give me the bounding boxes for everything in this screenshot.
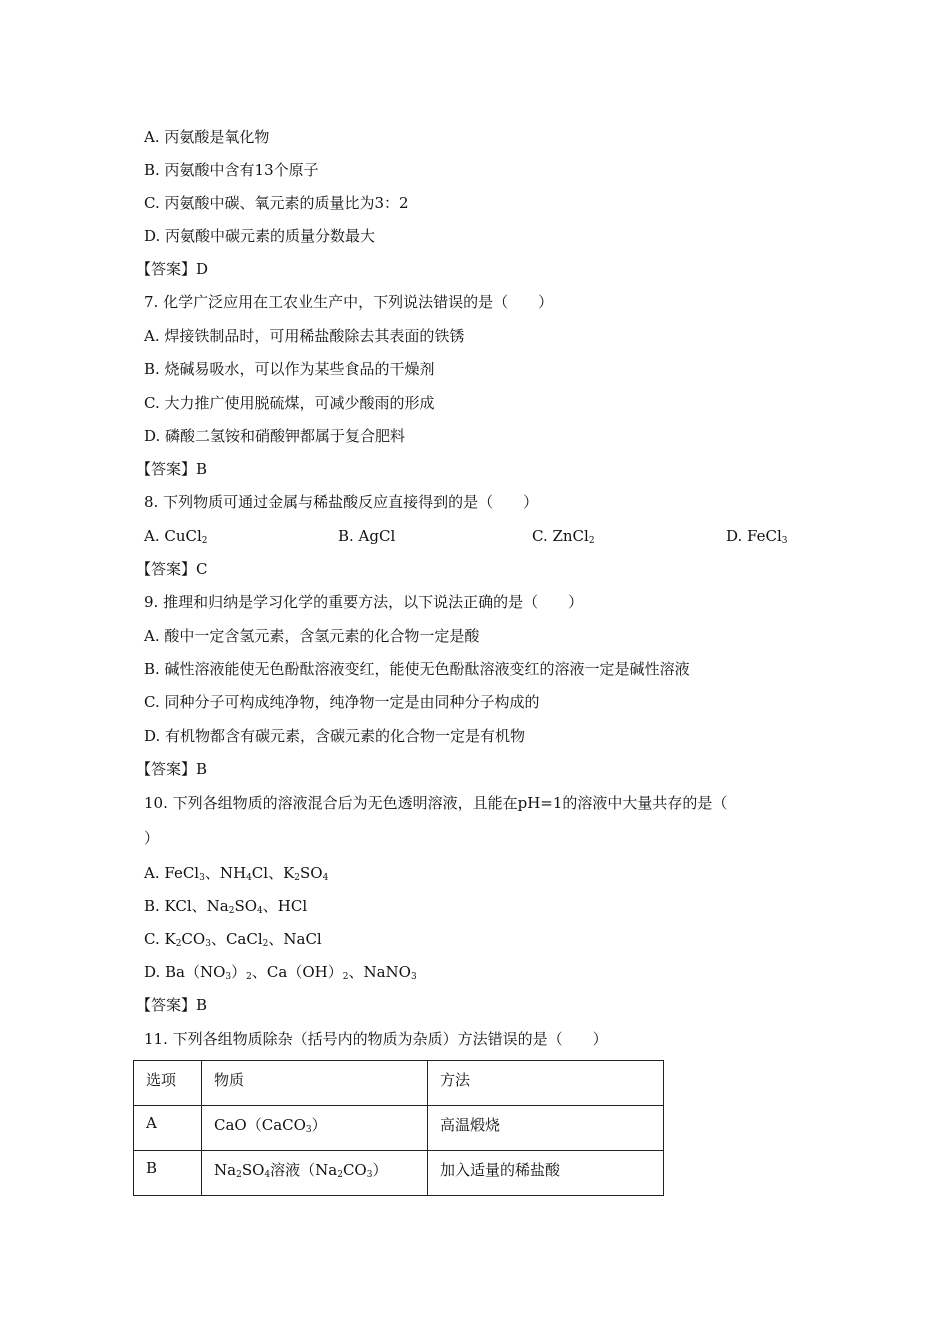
q6-option-a: A. 丙氨酸是氧化物	[144, 128, 270, 146]
formula-subscript: 3	[199, 873, 205, 883]
q8-option-a: A. CuCl$_2$	[144, 527, 208, 546]
formula-subscript: 3	[205, 939, 211, 949]
q8-option-c: C. ZnCl$_2$	[532, 527, 595, 546]
formula-subscript: 3	[225, 972, 232, 982]
formula-text: SO	[234, 897, 258, 915]
q10-option-b	[144, 896, 307, 916]
formula-subscript: 3	[410, 972, 417, 982]
formula-subscript: 4	[264, 1170, 271, 1180]
q7-option-c: C. 大力推广使用脱硫煤，可减少酸雨的形成	[144, 394, 435, 412]
formula-subscript: 2	[294, 873, 301, 883]
q8-option-b: B. AgCl	[338, 527, 396, 545]
formula-text: C. K	[144, 930, 176, 948]
formula-subscript: 2	[262, 939, 269, 949]
q9-answer: 【答案】B	[136, 760, 208, 778]
q8-stem: 8. 下列物质可通过金属与稀盐酸反应直接得到的是（ ）	[144, 493, 539, 511]
q9-option-a: A. 酸中一定含氢元素，含氢元素的化合物一定是酸	[144, 627, 480, 645]
q10-option-a	[144, 863, 328, 883]
q10-stem: 10. 下列各组物质的溶液混合后为无色透明溶液，且能在pH=1的溶液中大量共存的是（	[144, 794, 728, 812]
formula-text: ）	[311, 1116, 327, 1134]
formula-subscript: 2	[337, 1170, 343, 1180]
formula-text: SO	[300, 864, 323, 882]
q10-option-d	[144, 962, 417, 982]
q9-option-b: B. 碱性溶液能使无色酚酞溶液变红，能使无色酚酞溶液变红的溶液一定是碱性溶液	[144, 660, 690, 678]
header-substance: 物质	[202, 1061, 428, 1106]
table-header-row	[134, 1061, 664, 1106]
q10-option-c	[144, 929, 322, 949]
formula-text: D. Ba（NO	[144, 963, 226, 981]
q6-answer: 【答案】D	[136, 260, 209, 278]
q8-option-d: D. FeCl$_3$	[726, 527, 788, 546]
formula-text: CO	[181, 930, 206, 948]
q6-option-b: B. 丙氨酸中含有13个原子	[144, 161, 319, 179]
q9-option-d: D. 有机物都含有碳元素，含碳元素的化合物一定是有机物	[144, 727, 526, 745]
row-a-method: 高温煅烧	[428, 1106, 664, 1151]
q7-option-a: A. 焊接铁制品时，可用稀盐酸除去其表面的铁锈	[144, 327, 465, 345]
q7-option-b: B. 烧碱易吸水，可以作为某些食品的干燥剂	[144, 360, 435, 378]
formula-text: 溶液（Na	[270, 1161, 338, 1179]
table-row	[134, 1151, 664, 1196]
formula-text: 、CaCl	[210, 930, 263, 948]
q7-option-d: D. 磷酸二氢铵和硝酸钾都属于复合肥料	[144, 427, 406, 445]
row-b-method: 加入适量的稀盐酸	[428, 1151, 664, 1196]
formula-text: B. KCl、Na	[144, 897, 229, 915]
formula-text: ）	[231, 963, 247, 981]
formula-text: 、NH	[204, 864, 247, 882]
q11-stem: 11. 下列各组物质除杂（括号内的物质为杂质）方法错误的是（ ）	[144, 1030, 608, 1048]
formula-subscript: 4	[257, 906, 263, 916]
q9-stem: 9. 推理和归纳是学习化学的重要方法，以下说法正确的是（ ）	[144, 593, 584, 611]
formula-text: ）	[372, 1161, 388, 1179]
formula-subscript: 2	[342, 972, 349, 982]
formula-subscript: 3	[366, 1170, 373, 1180]
formula-subscript: 2	[175, 939, 182, 949]
formula-text: 、NaNO	[348, 963, 411, 981]
row-b-substance	[202, 1151, 428, 1196]
q10-answer: 【答案】B	[136, 996, 208, 1014]
formula-text: 、HCl	[262, 897, 308, 915]
formula-text: Na	[214, 1161, 237, 1179]
q10-stem-cont: ）	[144, 829, 160, 847]
formula-subscript: 2	[246, 972, 252, 982]
q11-table	[133, 1060, 664, 1196]
header-option: 选项	[134, 1061, 202, 1106]
q9-option-c: C. 同种分子可构成纯净物，纯净物一定是由同种分子构成的	[144, 693, 540, 711]
formula-text: 、Ca（OH）	[251, 963, 343, 981]
q8-answer: 【答案】C	[136, 560, 208, 578]
row-a-substance	[202, 1106, 428, 1151]
formula-subscript: 4	[246, 873, 252, 883]
formula-subscript: 2	[228, 906, 235, 916]
q6-option-c: C. 丙氨酸中碳、氧元素的质量比为3：2	[144, 194, 409, 212]
formula-subscript: 3	[305, 1125, 312, 1135]
formula-subscript: 2	[236, 1170, 242, 1180]
formula-text: SO	[241, 1161, 265, 1179]
formula-subscript: 4	[322, 873, 329, 883]
q7-answer: 【答案】B	[136, 460, 208, 478]
q6-option-d: D. 丙氨酸中碳元素的质量分数最大	[144, 227, 376, 245]
table-row	[134, 1106, 664, 1151]
q7-stem: 7. 化学广泛应用在工农业生产中，下列说法错误的是（ ）	[144, 293, 554, 311]
formula-text: CaO（CaCO	[214, 1116, 306, 1134]
formula-text: A. FeCl	[144, 864, 200, 882]
row-b-option: B	[134, 1151, 202, 1196]
formula-text: 、NaCl	[268, 930, 322, 948]
header-method: 方法	[428, 1061, 664, 1106]
row-a-option: A	[134, 1106, 202, 1151]
formula-text: CO	[342, 1161, 367, 1179]
formula-text: Cl、K	[251, 864, 295, 882]
